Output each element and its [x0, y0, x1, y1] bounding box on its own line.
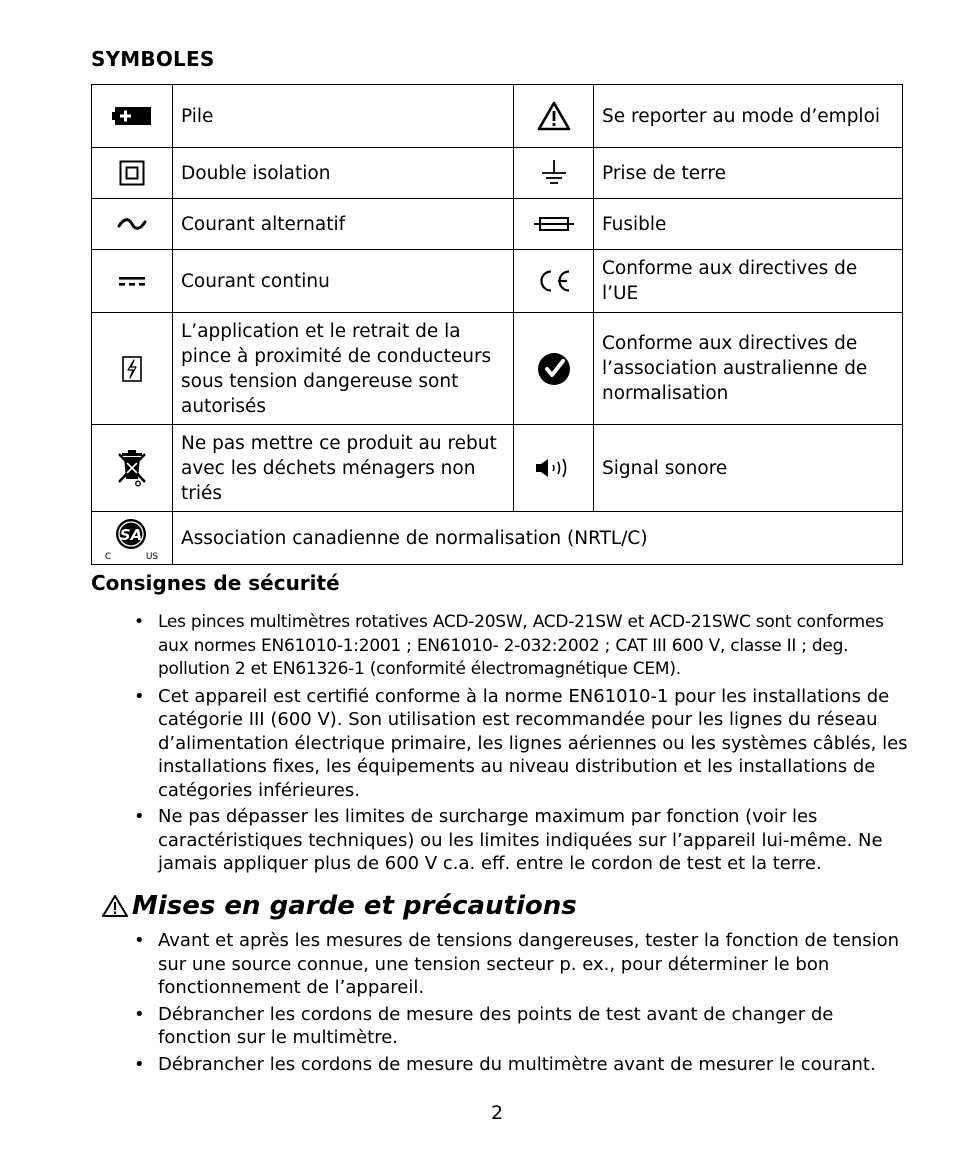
csa-us-label: US — [145, 552, 159, 560]
symbol-cell — [92, 512, 173, 565]
list-item-text: Les pinces multimètres rotatives ACD-20SW, ACD-21SW et ACD-21SWC sont conformes aux normes EN61010-1:2001 ; EN61010- 2-032:2002 ; CAT III 600 V, classe II ; deg. pollution 2 et EN61326-1 (conformité électromagnétique CEM). — [158, 612, 884, 679]
symbol-description: Conforme aux directives de l’UE — [594, 250, 903, 313]
list-item — [134, 611, 909, 682]
symbol-cell — [514, 85, 594, 148]
list-item — [134, 685, 909, 803]
warning-triangle-icon — [537, 101, 571, 131]
list-item-text: Avant et après les mesures de tensions dangereuses, tester la fonction de tension sur une source connue, une tension secteur p. ex., pour déterminer le bon fonctionnement de l’appareil. — [158, 930, 900, 998]
c-tick-icon — [537, 352, 571, 386]
ground-icon — [541, 159, 567, 187]
svg-text:SA: SA — [119, 526, 143, 544]
dc-current-icon — [118, 275, 146, 287]
symbols-table — [91, 84, 903, 565]
symbol-description: Se reporter au mode d’emploi — [594, 85, 903, 148]
symbol-cell — [92, 313, 173, 425]
list-item-text: Débrancher les cordons de mesure des points de test avant de changer de fonction sur le multimètre. — [158, 1003, 834, 1048]
symbol-description: L’application et le retrait de la pince à proximité de conducteurs sous tension dangereuse sont autorisés — [173, 313, 514, 425]
symbol-cell — [92, 250, 173, 313]
table-row — [92, 250, 903, 313]
list-item — [134, 805, 909, 876]
battery-icon — [111, 105, 153, 127]
symbol-cell — [92, 148, 173, 199]
list-item-text: Débrancher les cordons de mesure du multimètre avant de mesurer le courant. — [158, 1053, 876, 1075]
symbol-cell — [514, 199, 594, 250]
table-row — [92, 199, 903, 250]
symbol-description: Association canadienne de normalisation (NRTL/C) — [173, 512, 903, 565]
symbol-description: Courant alternatif — [173, 199, 514, 250]
fuse-icon — [534, 216, 574, 232]
symbol-description: Ne pas mettre ce produit au rebut avec les déchets ménagers non triés — [173, 425, 514, 512]
table-row — [92, 512, 903, 565]
symbol-description: Courant continu — [173, 250, 514, 313]
table-row — [92, 425, 903, 512]
symbol-cell — [92, 85, 173, 148]
symbol-cell — [92, 425, 173, 512]
safety-heading: Consignes de sécurité — [91, 571, 340, 595]
bullet: • — [134, 685, 145, 707]
warnings-list — [134, 929, 909, 1079]
symbol-cell — [514, 148, 594, 199]
double-insulation-icon — [119, 160, 145, 186]
warnings-heading-text: Mises en garde et précautions — [132, 891, 577, 921]
symbol-description: Conforme aux directives de l’association australienne de normalisation — [594, 313, 903, 425]
hazardous-live-icon — [122, 356, 142, 382]
symbol-description: Signal sonore — [594, 425, 903, 512]
bullet: • — [134, 1003, 145, 1025]
symbol-cell — [92, 199, 173, 250]
beeper-icon — [535, 456, 573, 480]
list-item-text: Cet appareil est certifié conforme à la norme EN61010-1 pour les installations de catégorie III (600 V). Son utilisation est recommandée pour les lignes du réseau d’alimentation électrique primaire, les lignes aériennes ou les systèmes câblés, les installations fixes, les équipements au niveau distribution et les installations de catégories inférieures. — [158, 685, 908, 801]
symbol-cell — [514, 313, 594, 425]
list-item — [134, 1003, 909, 1050]
warning-triangle-icon — [101, 894, 129, 918]
symbol-description: Prise de terre — [594, 148, 903, 199]
list-item-text: Ne pas dépasser les limites de surcharge maximum par fonction (voir les caractéristiques techniques) ou les limites indiquées sur l’appareil lui-même. Ne jamais appliquer plus de 600 V c.a. eff. entre le cordon de test et la terre. — [158, 806, 883, 874]
symbol-cell — [514, 250, 594, 313]
ac-current-icon — [117, 217, 147, 231]
symbols-heading: SYMBOLES — [91, 47, 215, 71]
warnings-heading — [101, 891, 577, 921]
csa-c-label: C — [104, 552, 112, 560]
table-row — [92, 85, 903, 148]
page-number: 2 — [490, 1102, 504, 1124]
weee-bin-icon — [117, 448, 147, 488]
table-row — [92, 313, 903, 425]
table-row — [92, 148, 903, 199]
list-item — [134, 1053, 909, 1077]
csa-mark-icon — [102, 516, 162, 560]
bullet: • — [134, 612, 144, 632]
symbol-cell — [514, 425, 594, 512]
safety-list — [134, 611, 909, 879]
symbol-description: Fusible — [594, 199, 903, 250]
symbol-description: Double isolation — [173, 148, 514, 199]
symbol-description: Pile — [173, 85, 514, 148]
bullet: • — [134, 806, 145, 827]
ce-mark-icon — [536, 268, 572, 294]
list-item — [134, 929, 909, 1000]
bullet: • — [134, 930, 145, 951]
bullet: • — [134, 1053, 145, 1075]
